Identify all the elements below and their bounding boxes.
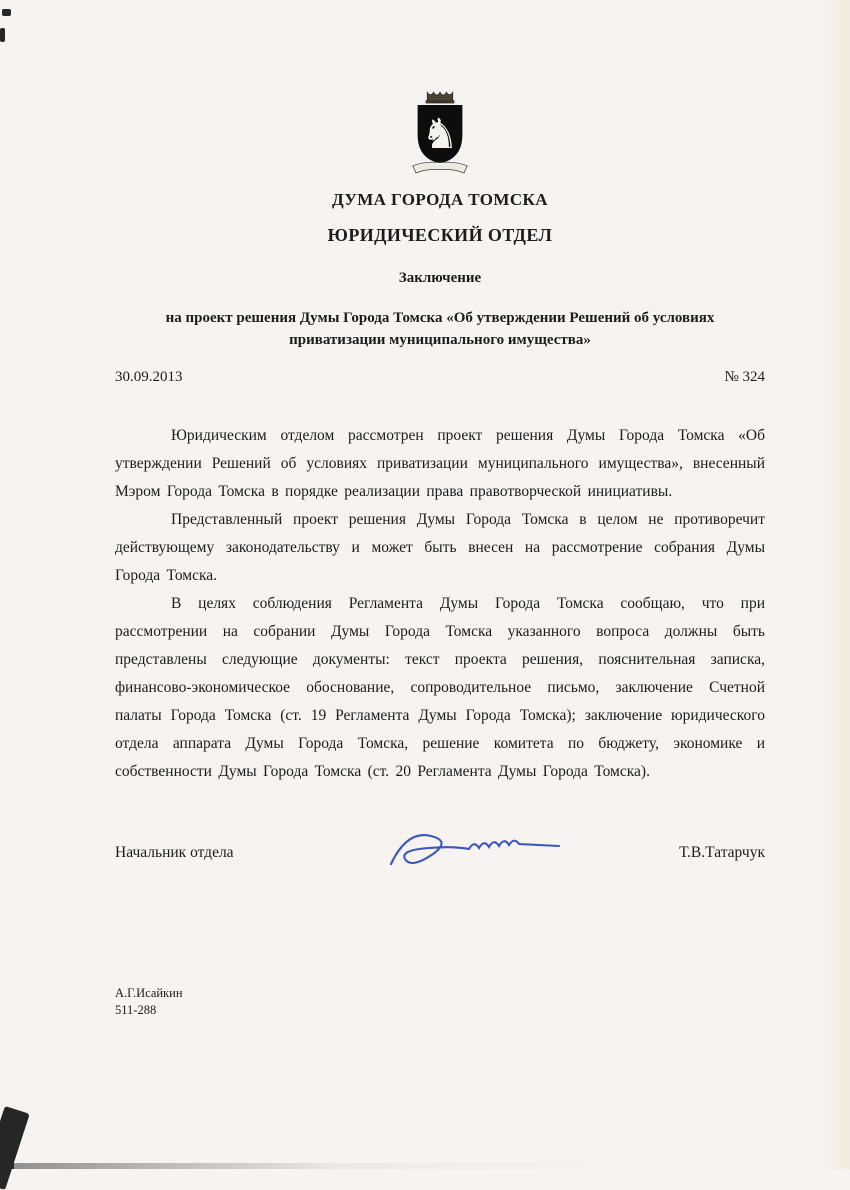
horse-icon: ♞ (421, 109, 459, 159)
coat-of-arms (115, 84, 765, 183)
document-body (115, 422, 765, 786)
scan-artifact (0, 1163, 850, 1169)
paragraph: В целях соблюдения Регламента Думы Города Томска сообщаю, что при рассмотрении на собрании Думы Города Томска указанного вопроса должны быть представлены следующие документы: текст проекта решения, пояснительная записка, финансово-экономическое обоснование, сопроводительное письмо, заключение Счетной палаты Города Томска (ст. 19 Регламента Думы Города Томска); заключение юридического отдела аппарата Думы Города Томска, решение комитета по бюджету, экономике и собственности Думы Города Томска (ст. 20 Регламента Думы Города Томска). (115, 595, 765, 780)
signature-icon (373, 824, 573, 876)
signature-block (115, 824, 765, 881)
date-number-row (115, 369, 765, 386)
document-date: 30.09.2013 (115, 369, 183, 385)
emblem-ribbon (413, 162, 467, 173)
document-type-heading: Заключение (398, 270, 482, 286)
executor-block (115, 985, 765, 1019)
paragraph: Юридическим отделом рассмотрен проект решения Думы Города Томска «Об утверждении Решений об условиях приватизации муниципального имущества», внесенный Мэром Города Томска в порядке реализации права правотворческой инициативы. (115, 427, 765, 500)
tomsk-coat-of-arms-icon (404, 84, 476, 178)
signer-name: Т.В.Татарчук (679, 843, 765, 861)
signer-position: Начальник отдела (115, 843, 234, 861)
department-name: ЮРИДИЧЕСКИЙ ОТДЕЛ (327, 225, 553, 245)
document-subject: на проект решения Думы Города Томска «Об утверждении Решений об условиях приватизации муниципального имущества» (165, 310, 715, 348)
organization-name: ДУМА ГОРОДА ТОМСКА (332, 190, 548, 209)
paragraph: Представленный проект решения Думы Города Томска в целом не противоречит действующему законодательству и может быть внесен на рассмотрение собрания Думы Города Томска. (115, 511, 765, 584)
document-number: № 324 (724, 369, 765, 385)
scan-artifact (0, 1106, 30, 1190)
executor-name: А.Г.Исайкин (115, 986, 183, 1000)
handwritten-signature (330, 824, 615, 881)
scan-artifact (0, 1150, 14, 1169)
executor-phone: 511-288 (115, 1003, 157, 1017)
